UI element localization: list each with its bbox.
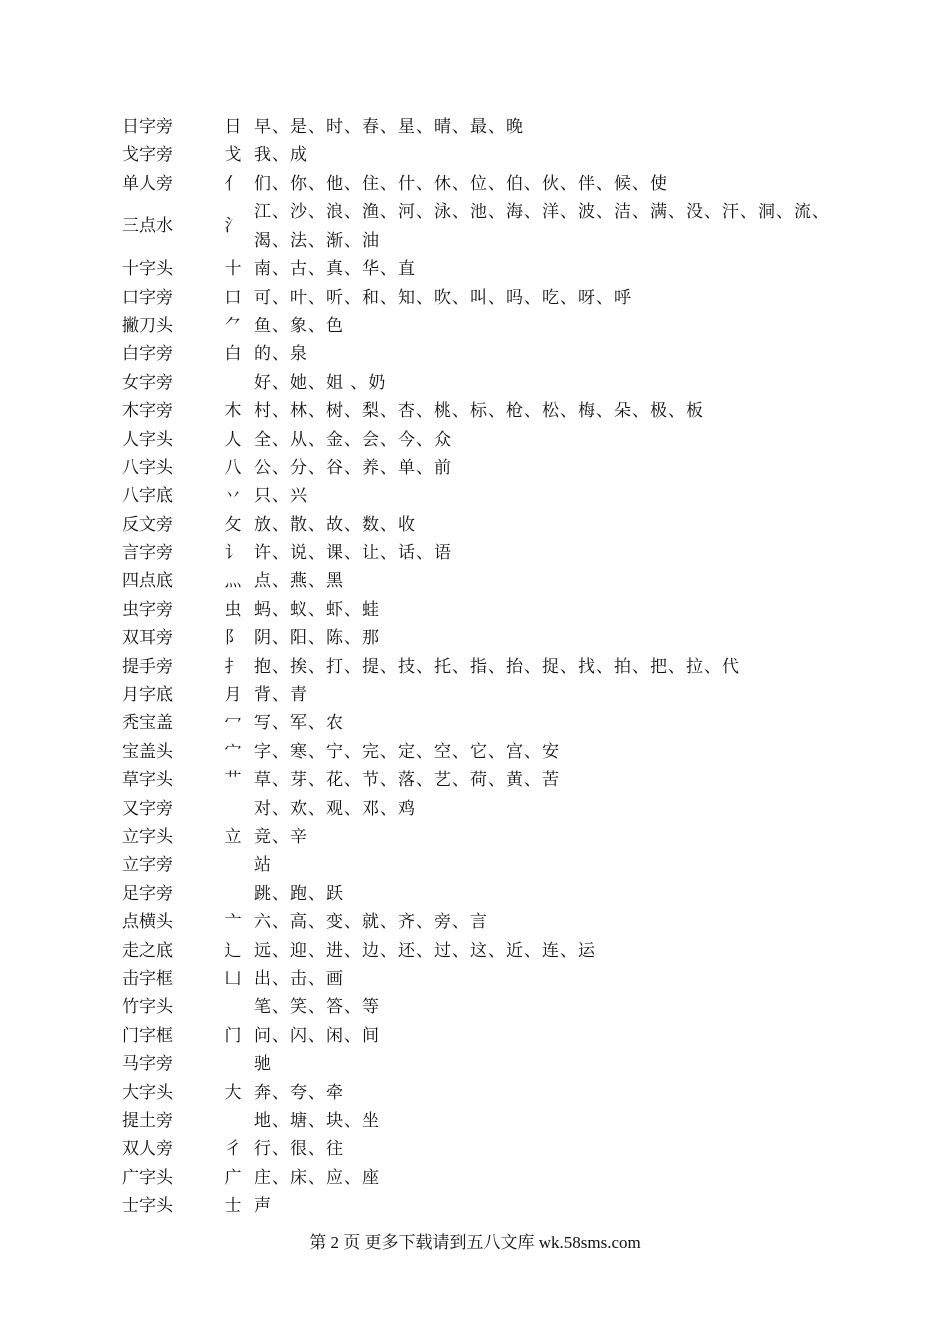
table-row bbox=[122, 993, 842, 1021]
radical-glyph: 宀 bbox=[224, 741, 242, 762]
radical-name: 八字底 bbox=[122, 486, 173, 507]
example-characters: 放、散、故、数、收 bbox=[254, 514, 416, 535]
example-characters: 奔、夸、牵 bbox=[254, 1082, 344, 1103]
table-row bbox=[122, 567, 842, 595]
radical-name: 士字头 bbox=[122, 1196, 173, 1217]
table-row bbox=[122, 738, 842, 766]
table-row bbox=[122, 284, 842, 312]
radical-glyph: 丷 bbox=[224, 486, 242, 507]
example-characters: 笔、笑、答、等 bbox=[254, 997, 380, 1018]
example-characters: 草、芽、花、节、落、艺、荷、黄、苦 bbox=[254, 770, 560, 791]
example-characters: 早、是、时、春、星、晴、最、晚 bbox=[254, 117, 524, 137]
radical-glyph: 大 bbox=[224, 1082, 242, 1103]
example-characters: 跳、跑、跃 bbox=[254, 883, 344, 904]
example-characters: 问、闪、闲、间 bbox=[254, 1025, 380, 1046]
example-characters: 许、说、课、让、话、语 bbox=[254, 543, 452, 564]
radical-name: 双耳旁 bbox=[122, 628, 173, 649]
table-row bbox=[122, 113, 842, 141]
radical-glyph: 扌 bbox=[224, 656, 242, 677]
radical-name: 击字框 bbox=[122, 968, 173, 989]
radical-glyph: 辶 bbox=[224, 940, 242, 961]
example-characters: 驰 bbox=[254, 1054, 272, 1075]
radical-name: 草字头 bbox=[122, 770, 173, 791]
table-row bbox=[122, 198, 842, 255]
table-row bbox=[122, 965, 842, 993]
example-characters: 阴、阳、陈、那 bbox=[254, 628, 380, 649]
example-characters: 对、欢、观、邓、鸡 bbox=[254, 798, 416, 819]
radical-glyph: 彳 bbox=[224, 1139, 242, 1160]
radical-name: 言字旁 bbox=[122, 543, 173, 564]
table-row bbox=[122, 312, 842, 340]
table-row bbox=[122, 397, 842, 425]
table-row bbox=[122, 823, 842, 851]
table-row bbox=[122, 511, 842, 539]
example-characters: 字、寒、宁、完、定、空、它、宫、安 bbox=[254, 741, 560, 762]
radical-glyph: 日 bbox=[224, 117, 242, 137]
table-row bbox=[122, 1022, 842, 1050]
radical-glyph: 士 bbox=[224, 1196, 242, 1217]
table-row bbox=[122, 709, 842, 737]
table-row bbox=[122, 1192, 842, 1220]
radical-name: 点横头 bbox=[122, 912, 173, 933]
example-characters: 只、兴 bbox=[254, 486, 308, 507]
radical-glyph: 十 bbox=[224, 259, 242, 280]
table-row bbox=[122, 681, 842, 709]
table-row bbox=[122, 1079, 842, 1107]
radical-name: 立字旁 bbox=[122, 855, 173, 876]
table-row bbox=[122, 795, 842, 823]
radical-name: 虫字旁 bbox=[122, 599, 173, 620]
radical-glyph: 口 bbox=[224, 287, 242, 308]
page-footer: 第 2 页 更多下载请到五八文库 wk.58sms.com bbox=[309, 1233, 641, 1252]
radical-glyph: 立 bbox=[224, 826, 242, 847]
table-row bbox=[122, 851, 842, 879]
table-row bbox=[122, 653, 842, 681]
radical-glyph: 灬 bbox=[224, 571, 242, 592]
example-characters: 庄、床、应、座 bbox=[254, 1167, 380, 1188]
table-row bbox=[122, 596, 842, 624]
table-row bbox=[122, 937, 842, 965]
radical-name: 单人旁 bbox=[122, 173, 173, 194]
example-characters: 们、你、他、住、什、休、位、伯、伙、伴、候、使 bbox=[254, 173, 668, 194]
radical-name: 走之底 bbox=[122, 940, 173, 961]
radical-name: 四点底 bbox=[122, 571, 173, 592]
table-row bbox=[122, 141, 842, 169]
example-characters: 写、军、农 bbox=[254, 713, 344, 734]
radical-glyph: 广 bbox=[224, 1167, 242, 1188]
radical-name: 广字头 bbox=[122, 1167, 173, 1188]
example-characters: 声 bbox=[254, 1196, 272, 1217]
radical-glyph: 凵 bbox=[224, 968, 242, 989]
example-characters: 公、分、谷、养、单、前 bbox=[254, 457, 452, 478]
example-characters: 点、燕、黑 bbox=[254, 571, 344, 592]
radical-name: 秃宝盖 bbox=[122, 713, 173, 734]
radical-name: 八字头 bbox=[122, 457, 173, 478]
radical-glyph: 虫 bbox=[224, 599, 242, 620]
table-row bbox=[122, 369, 842, 397]
radical-glyph: 艹 bbox=[224, 770, 242, 791]
radical-name: 三点水 bbox=[122, 216, 173, 237]
radical-glyph: 阝 bbox=[224, 628, 242, 649]
table-row bbox=[122, 766, 842, 794]
example-characters: 的、泉 bbox=[254, 344, 308, 365]
table-row bbox=[122, 482, 842, 510]
radical-table bbox=[122, 113, 842, 1220]
table-row bbox=[122, 908, 842, 936]
table-row bbox=[122, 170, 842, 198]
table-row bbox=[122, 624, 842, 652]
table-row bbox=[122, 880, 842, 908]
radical-name: 马字旁 bbox=[122, 1054, 173, 1075]
example-characters: 江、沙、浪、渔、河、泳、池、海、洋、波、洁、满、没、汗、洞、流、渴、法、渐、油 bbox=[254, 202, 830, 251]
radical-name: 白字旁 bbox=[122, 344, 173, 365]
table-row bbox=[122, 1050, 842, 1078]
radical-name: 日字旁 bbox=[122, 117, 173, 137]
radical-name: 月字底 bbox=[122, 685, 173, 706]
radical-glyph: 人 bbox=[224, 429, 242, 450]
radical-name: 木字旁 bbox=[122, 401, 173, 422]
radical-name: 戈字旁 bbox=[122, 145, 173, 166]
radical-glyph: 攵 bbox=[224, 514, 242, 535]
radical-glyph: 亻 bbox=[224, 173, 242, 194]
radical-name: 足字旁 bbox=[122, 883, 173, 904]
radical-name: 人字头 bbox=[122, 429, 173, 450]
table-row bbox=[122, 340, 842, 368]
example-characters: 我、成 bbox=[254, 145, 308, 166]
table-row bbox=[122, 255, 842, 283]
example-characters: 出、击、画 bbox=[254, 968, 344, 989]
table-row bbox=[122, 1135, 842, 1163]
radical-name: 提手旁 bbox=[122, 656, 173, 677]
example-characters: 村、林、树、梨、杏、桃、标、枪、松、梅、朵、极、板 bbox=[254, 401, 704, 422]
example-characters: 蚂、蚁、虾、蛙 bbox=[254, 599, 380, 620]
radical-name: 反文旁 bbox=[122, 514, 173, 535]
example-characters: 地、塘、块、坐 bbox=[254, 1110, 380, 1131]
radical-name: 双人旁 bbox=[122, 1139, 173, 1160]
radical-name: 立字头 bbox=[122, 826, 173, 847]
radical-name: 门字框 bbox=[122, 1025, 173, 1046]
radical-glyph: 门 bbox=[224, 1025, 242, 1046]
radical-name: 又字旁 bbox=[122, 798, 173, 819]
example-characters: 远、迎、进、边、还、过、这、近、连、运 bbox=[254, 940, 596, 961]
radical-name: 大字头 bbox=[122, 1082, 173, 1103]
radical-name: 撇刀头 bbox=[122, 315, 173, 336]
radical-name: 宝盖头 bbox=[122, 741, 173, 762]
example-characters: 抱、挨、打、提、技、托、指、抬、捉、找、拍、把、拉、代 bbox=[254, 656, 740, 677]
example-characters: 行、很、往 bbox=[254, 1139, 344, 1160]
example-characters: 竞、辛 bbox=[254, 826, 308, 847]
example-characters: 好、她、姐 、奶 bbox=[254, 372, 387, 393]
example-characters: 南、古、真、华、直 bbox=[254, 259, 416, 280]
radical-name: 十字头 bbox=[122, 259, 173, 280]
radical-name: 竹字头 bbox=[122, 997, 173, 1018]
radical-name: 女字旁 bbox=[122, 372, 173, 393]
example-characters: 鱼、象、色 bbox=[254, 315, 344, 336]
radical-glyph: 亠 bbox=[224, 912, 242, 933]
radical-glyph: 氵 bbox=[224, 216, 242, 237]
radical-glyph: 戈 bbox=[224, 145, 242, 166]
radical-glyph: 月 bbox=[224, 685, 242, 706]
table-row bbox=[122, 1107, 842, 1135]
table-row bbox=[122, 539, 842, 567]
radical-name: 提土旁 bbox=[122, 1110, 173, 1131]
radical-glyph: 讠 bbox=[224, 543, 242, 564]
example-characters: 背、青 bbox=[254, 685, 308, 706]
radical-glyph: 木 bbox=[224, 401, 242, 422]
table-row bbox=[122, 426, 842, 454]
example-characters: 六、高、变、就、齐、旁、言 bbox=[254, 912, 488, 933]
example-characters: 全、从、金、会、今、众 bbox=[254, 429, 452, 450]
example-characters: 可、叶、听、和、知、吹、叫、吗、吃、呀、呼 bbox=[254, 287, 632, 308]
table-row bbox=[122, 1164, 842, 1192]
example-characters: 站 bbox=[254, 855, 272, 876]
radical-name: 口字旁 bbox=[122, 287, 173, 308]
radical-glyph: 冖 bbox=[224, 713, 242, 734]
radical-glyph: 八 bbox=[224, 457, 242, 478]
table-row bbox=[122, 454, 842, 482]
radical-glyph: 白 bbox=[224, 344, 242, 365]
radical-glyph: ⺈ bbox=[224, 315, 242, 336]
